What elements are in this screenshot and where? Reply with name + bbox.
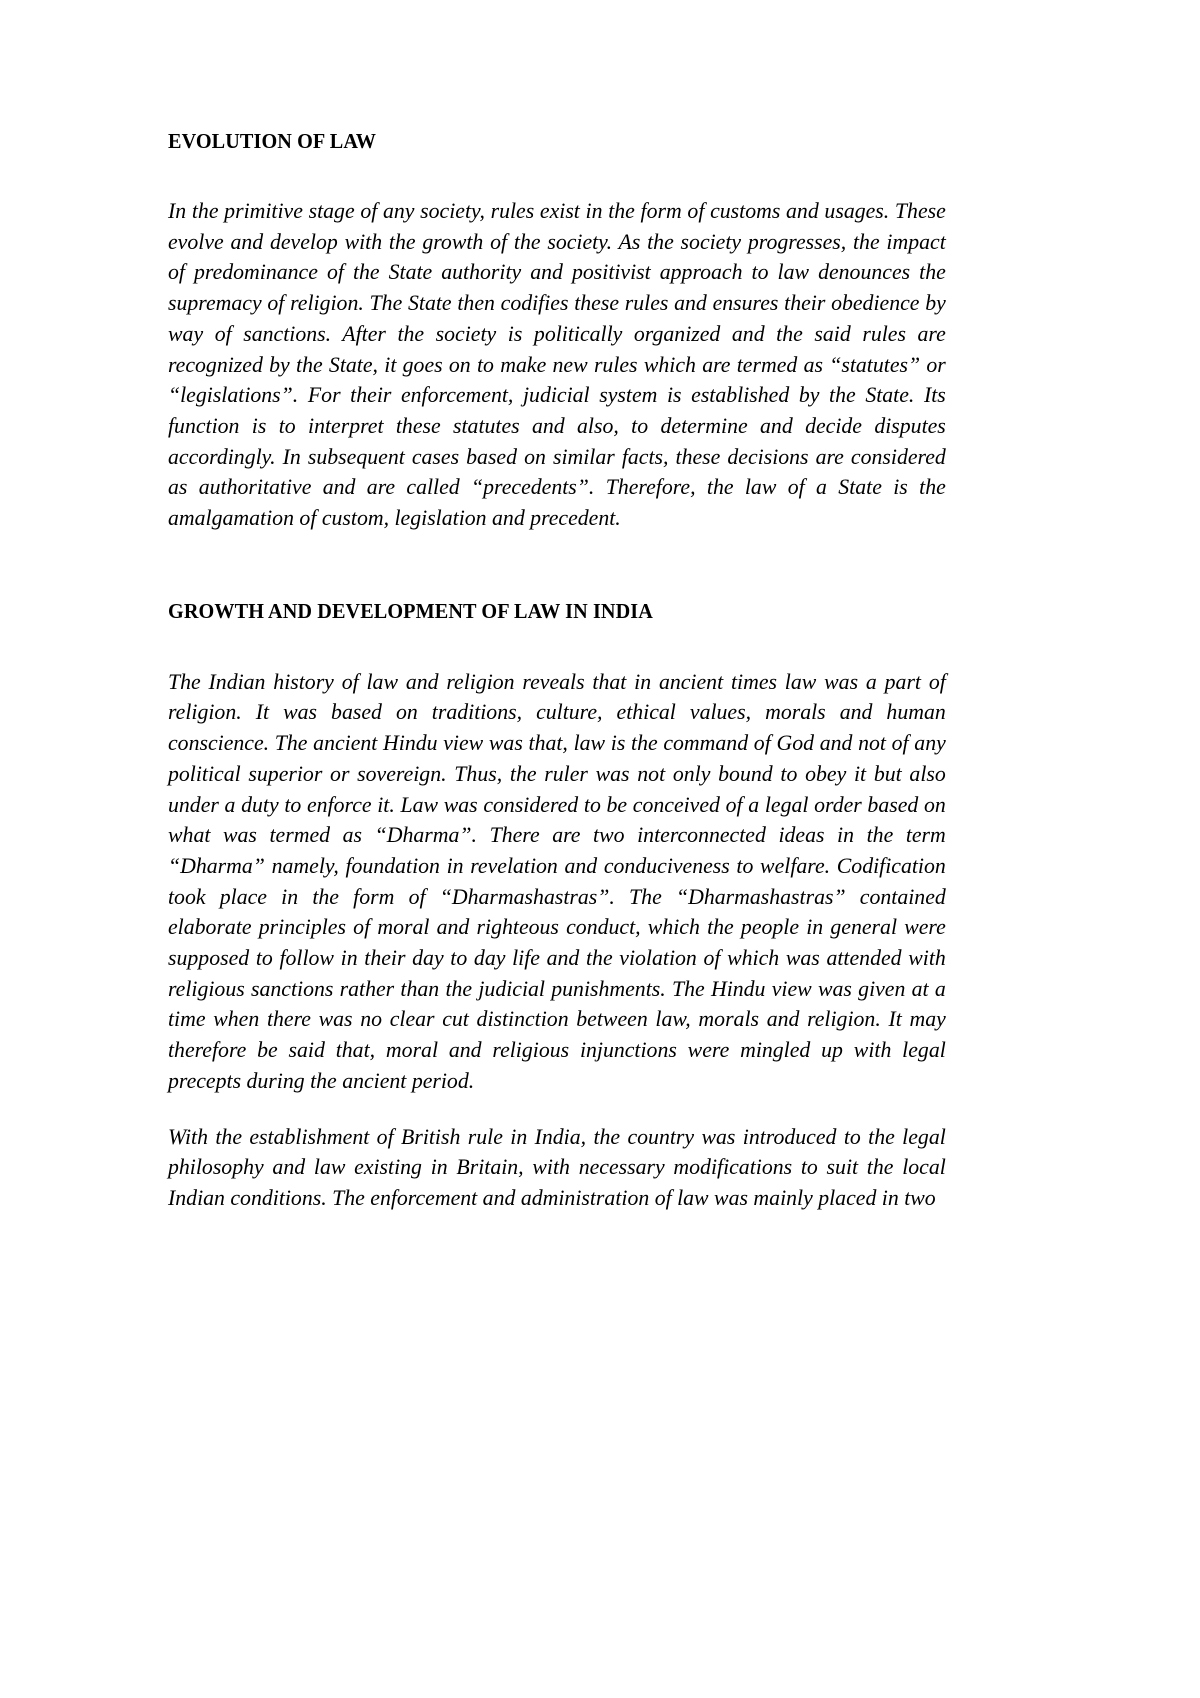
paragraph-british-rule: With the establishment of British rule in India, the country was introduced to the legal philosophy and law existing in Britain, with necessary modifications to suit the local Indian conditions. The enforcement and administration of law was mainly placed in two bbox=[168, 1123, 946, 1210]
heading-growth-and-development: GROWTH AND DEVELOPMENT OF LAW IN INDIA bbox=[168, 598, 653, 623]
document-text-column bbox=[168, 126, 946, 1214]
heading-evolution-of-law: EVOLUTION OF LAW bbox=[168, 129, 377, 153]
paragraph-indian-history-of-law: The Indian history of law and religion reveals that in ancient times law was a part of religion. It was based on traditions, culture, ethical values, morals and human conscience. The ancient Hindu view was that, law is the command of God and not of any political superior or sovereign. Thus, the ruler was not only bound to obey it but also under a duty to enforce it. Law was considered to be conceived of a legal order based on what was termed as “Dharma”. There are two interconnected ideas in the term “Dharma” namely, foundation in revelation and conduciveness to welfare. Codification took place in the form of “Dharmashastras”. The “Dharmashastras” contained elaborate principles of moral and righteous conduct, which the people in general were supposed to follow in their day to day life and the violation of which was attended with religious sanctions rather than the judicial punishments. The Hindu view was given at a time when there was no clear cut distinction between law, morals and religion. It may therefore be said that, moral and religious injunctions were mingled up with legal precepts during the ancient period. bbox=[168, 668, 946, 1093]
paragraph-evolution-of-law: In the primitive stage of any society, rules exist in the form of customs and usages. These evolve and develop with the growth of the society. As the society progresses, the impact of predominance of the State authority and positivist approach to law denounces the supremacy of religion. The State then codifies these rules and ensures their obedience by way of sanctions. After the society is politically organized and the said rules are recognized by the State, it goes on to make new rules which are termed as “statutes” or “legislations”. For their enforcement, judicial system is established by the State. Its function is to interpret these statutes and also, to determine and decide disputes accordingly. In subsequent cases based on similar facts, these decisions are considered as authoritative and are called “precedents”. Therefore, the law of a State is the amalgamation of custom, legislation and precedent. bbox=[168, 198, 946, 531]
spacer-paragraph-to-paragraph bbox=[168, 1097, 946, 1122]
spacer-heading2-to-paragraph bbox=[168, 626, 946, 667]
spacer-paragraph-to-heading bbox=[168, 534, 946, 596]
spacer-heading-to-paragraph bbox=[168, 156, 946, 196]
